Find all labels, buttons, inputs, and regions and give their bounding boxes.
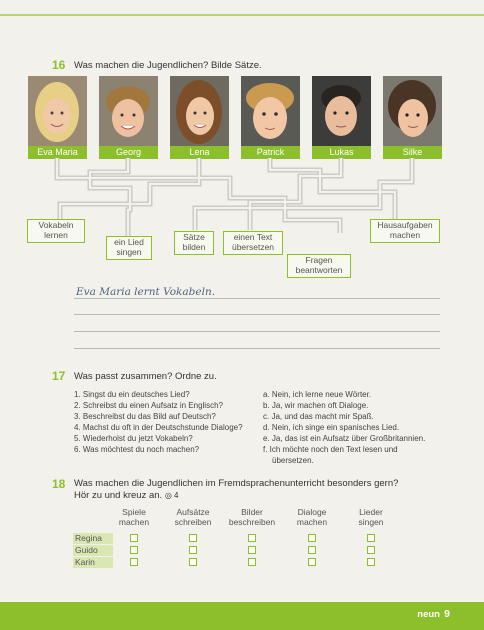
activity-saetze-bilden: Sätze bilden: [174, 231, 214, 255]
question-3: 3. Beschreibst du das Bild auf Deutsch?: [74, 412, 216, 421]
checkbox-guido-lieder[interactable]: [367, 546, 375, 554]
person-regina: Regina: [73, 533, 113, 544]
exercise-16-title: Was machen die Jugendlichen? Bilde Sätze.: [74, 60, 262, 71]
column-aufsaetze-schreiben: Aufsätze schreiben: [174, 507, 212, 527]
answer-a: a. Nein, ich lerne neue Wörter.: [263, 390, 372, 399]
answer-line-1[interactable]: [74, 298, 440, 299]
photo-lukas: [312, 76, 371, 146]
column-spiele-machen: Spiele machen: [118, 507, 150, 527]
checkbox-regina-lieder[interactable]: [367, 534, 375, 542]
exercise-18-number: 18: [52, 477, 66, 491]
exercise-17-number: 17: [52, 369, 66, 383]
activity-lied-singen: ein Lied singen: [106, 236, 152, 260]
footer-bar: [0, 602, 484, 630]
top-rule: [0, 14, 484, 16]
checkbox-regina-bilder[interactable]: [248, 534, 256, 542]
column-lieder-singen: Lieder singen: [358, 507, 384, 527]
answer-e: e. Ja, das ist ein Aufsatz über Großbritannien.: [263, 434, 426, 443]
checkbox-karin-bilder[interactable]: [248, 558, 256, 566]
question-2: 2. Schreibst du einen Aufsatz in Englisch?: [74, 401, 223, 410]
checkbox-regina-spiele[interactable]: [130, 534, 138, 542]
activity-vokabeln-lernen: Vokabeln lernen: [27, 219, 85, 243]
question-1: 1. Singst du ein deutsches Lied?: [74, 390, 190, 399]
checkbox-regina-aufsaetze[interactable]: [189, 534, 197, 542]
answer-b: b. Ja, wir machen oft Dialoge.: [263, 401, 369, 410]
answer-f: f. Ich möchte noch den Text lesen und: [263, 445, 398, 454]
photo-lena: [170, 76, 229, 146]
checkbox-karin-dialoge[interactable]: [308, 558, 316, 566]
checkbox-karin-aufsaetze[interactable]: [189, 558, 197, 566]
footer-page-word: neun: [417, 609, 440, 620]
exercise-17-title: Was passt zusammen? Ordne zu.: [74, 371, 217, 382]
checkbox-karin-lieder[interactable]: [367, 558, 375, 566]
checkbox-guido-aufsaetze[interactable]: [189, 546, 197, 554]
example-answer: Eva Maria lernt Vokabeln.: [76, 286, 216, 298]
answer-c: c. Ja, und das macht mir Spaß.: [263, 412, 374, 421]
name-eva-maria: Eva Maria: [28, 146, 87, 159]
person-guido: Guido: [73, 545, 113, 556]
person-karin: Karin: [73, 557, 113, 568]
exercise-16-number: 16: [52, 58, 66, 72]
exercise-18-subtitle: Hör zu und kreuz an. ◎ 4: [74, 490, 179, 501]
checkbox-regina-dialoge[interactable]: [308, 534, 316, 542]
activity-fragen-beantworten: Fragen beantworten: [287, 254, 351, 278]
checkbox-guido-dialoge[interactable]: [308, 546, 316, 554]
question-5: 5. Wiederholst du jetzt Vokabeln?: [74, 434, 193, 443]
name-georg: Georg: [99, 146, 158, 159]
answer-line-3[interactable]: [74, 331, 440, 332]
photo-patrick: [241, 76, 300, 146]
answer-line-4[interactable]: [74, 348, 440, 349]
question-6: 6. Was möchtest du noch machen?: [74, 445, 200, 454]
answer-f-continued: übersetzen.: [272, 456, 314, 465]
activity-hausaufgaben-machen: Hausaufgaben machen: [370, 219, 440, 243]
name-silke: Silke: [383, 146, 442, 159]
activity-text-uebersetzen: einen Text übersetzen: [223, 231, 283, 255]
page-number: 9: [444, 608, 450, 620]
answer-line-2[interactable]: [74, 314, 440, 315]
name-lena: Lena: [170, 146, 229, 159]
audio-track-icon: ◎ 4: [164, 491, 179, 500]
photo-georg: [99, 76, 158, 146]
exercise-18-title: Was machen die Jugendlichen im Fremdsprachenunterricht besonders gern?: [74, 478, 399, 489]
question-4: 4. Machst du oft in der Deutschstunde Dialoge?: [74, 423, 243, 432]
photo-silke: [383, 76, 442, 146]
column-dialoge-machen: Dialoge machen: [296, 507, 328, 527]
name-patrick: Patrick: [241, 146, 300, 159]
checkbox-karin-spiele[interactable]: [130, 558, 138, 566]
checkbox-guido-bilder[interactable]: [248, 546, 256, 554]
column-bilder-beschreiben: Bilder beschreiben: [228, 507, 276, 527]
photo-eva-maria: [28, 76, 87, 146]
name-lukas: Lukas: [312, 146, 371, 159]
answer-d: d. Nein, ich singe ein spanisches Lied.: [263, 423, 400, 432]
checkbox-guido-spiele[interactable]: [130, 546, 138, 554]
